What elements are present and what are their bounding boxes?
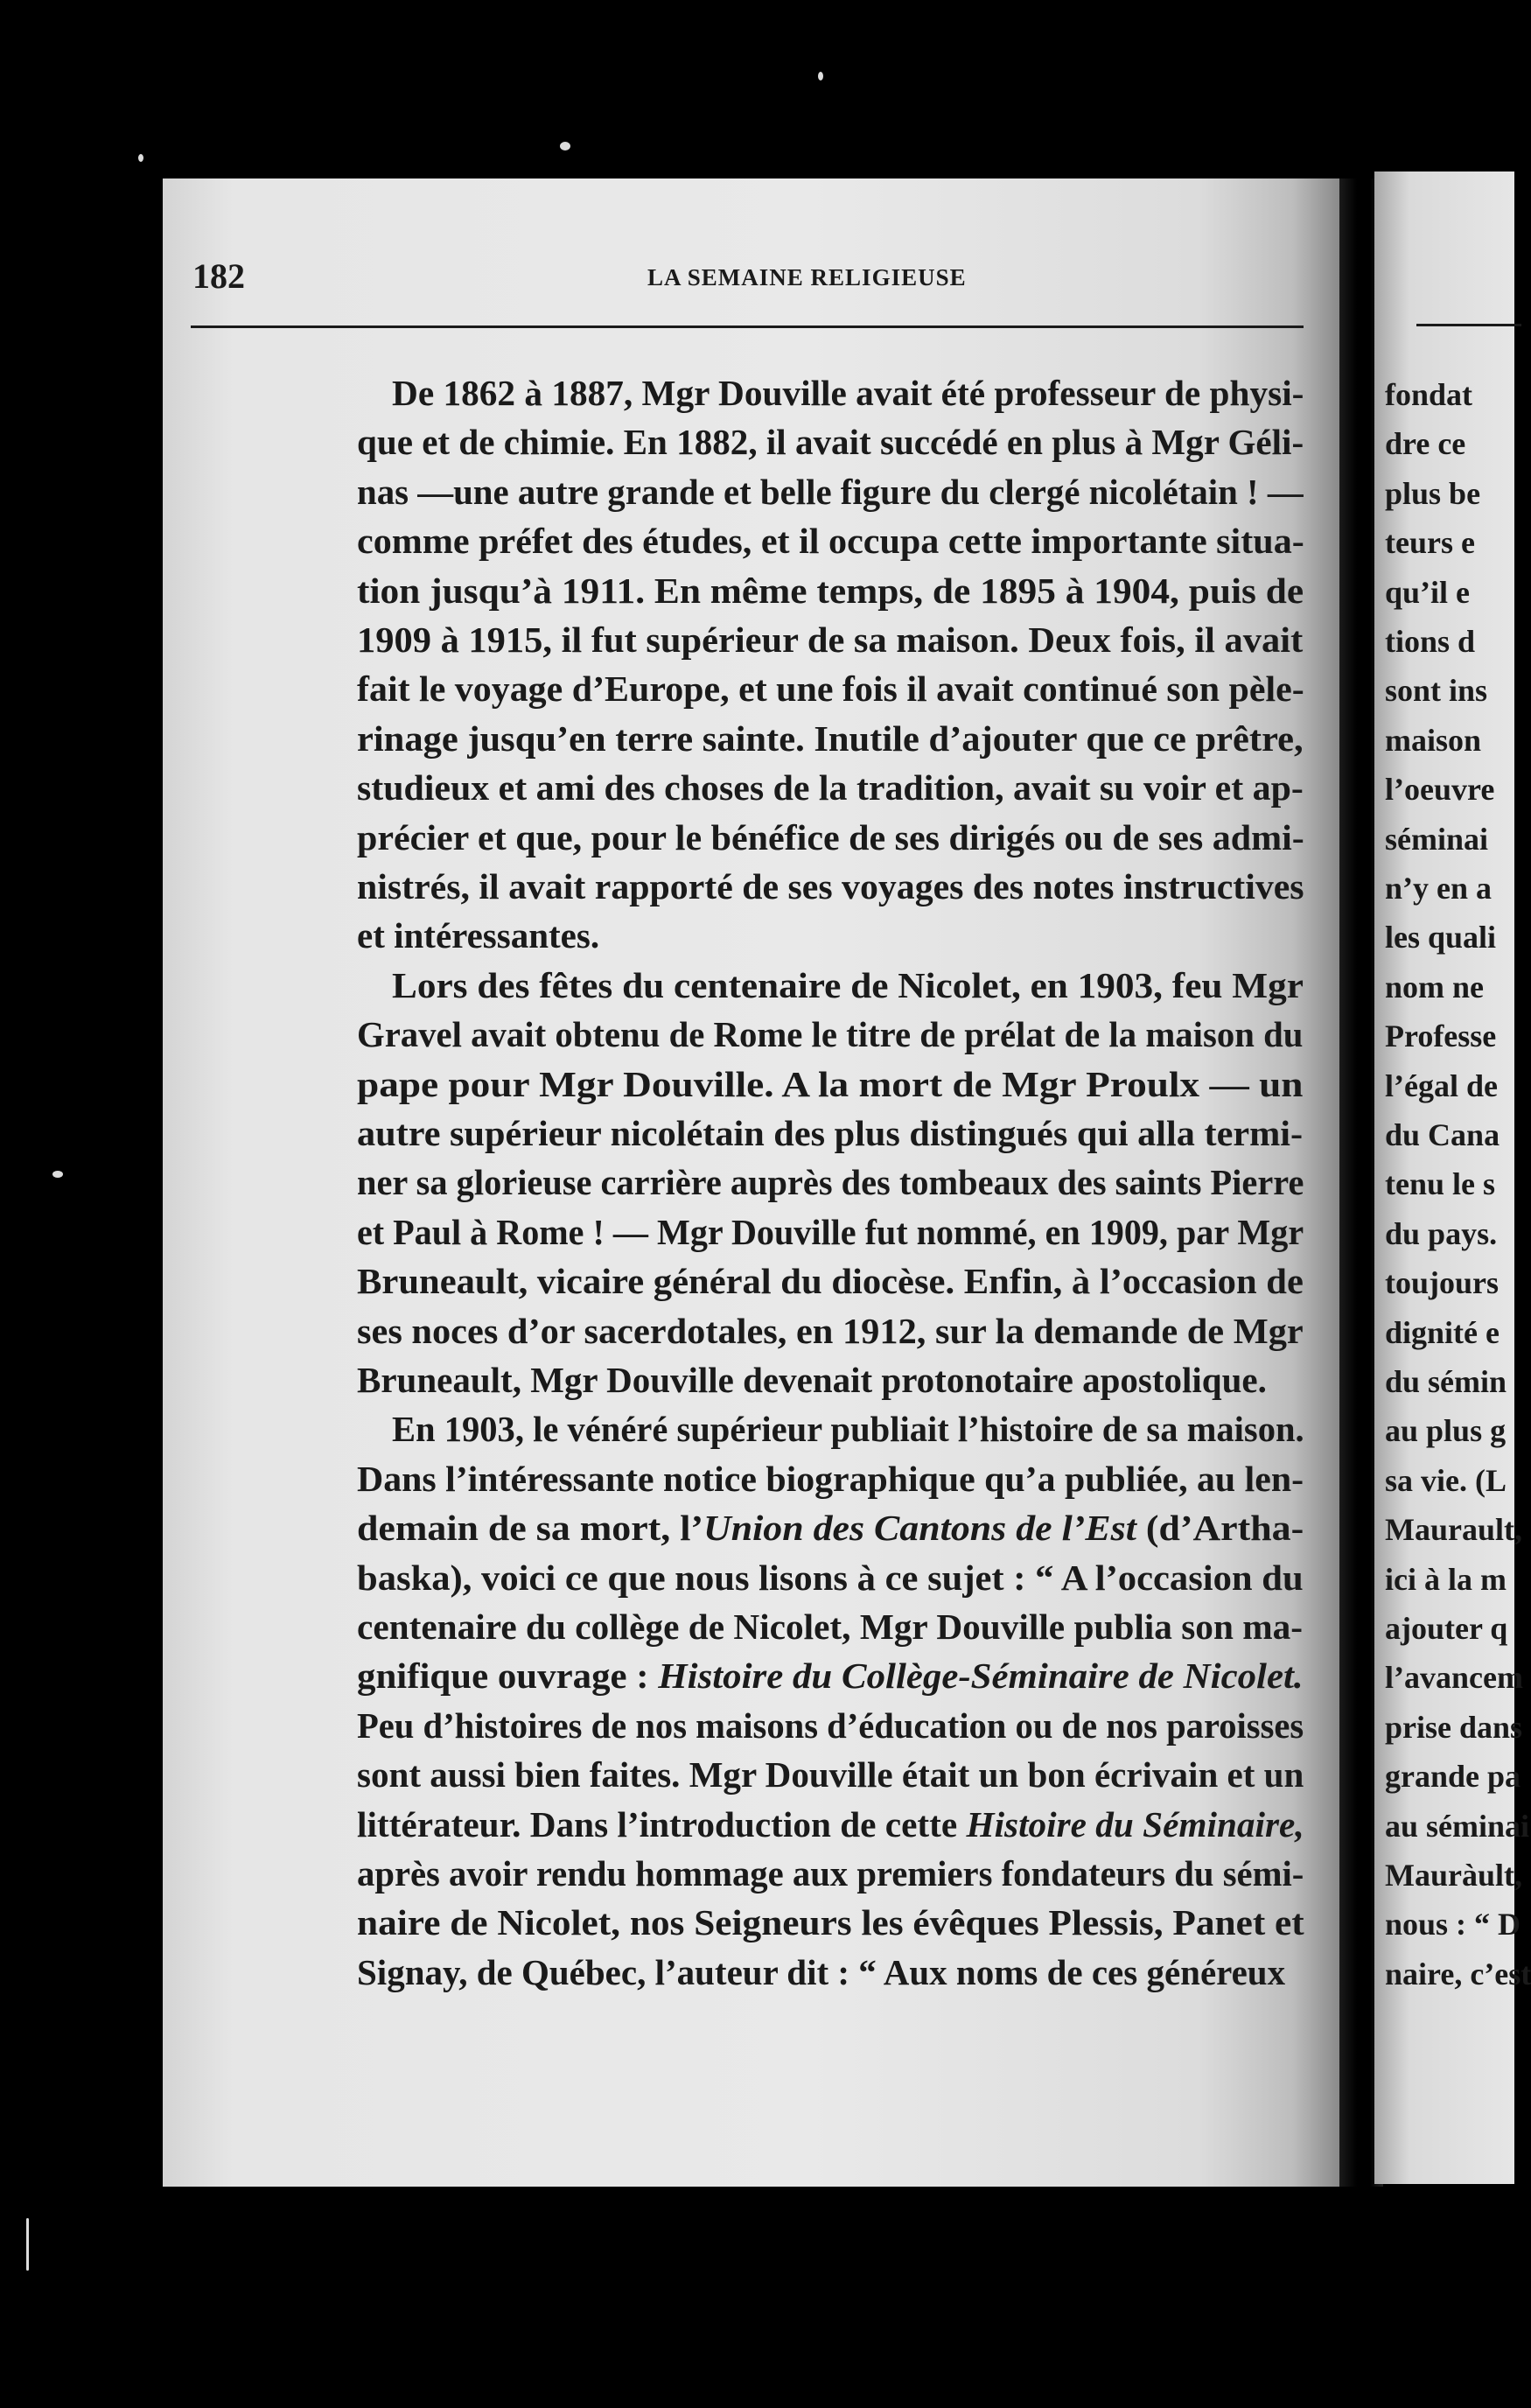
italic-title: Union des Cantons de l’Est xyxy=(703,1508,1136,1549)
right-page-line: nous : “ D xyxy=(1385,1907,1521,1942)
right-page-line: ici à la m xyxy=(1385,1561,1507,1597)
right-page-line: les quali xyxy=(1385,920,1497,956)
right-page-line: dre ce xyxy=(1385,426,1466,462)
text-line: Dans l’intéressante notice biographique qu’a publiée, au len- xyxy=(357,1458,1304,1499)
text-line: ses noces d’or sacerdotales, en 1912, sur la demande de Mgr xyxy=(357,1310,1304,1351)
right-page xyxy=(1374,172,1531,2184)
right-page-line: l’avancem xyxy=(1385,1660,1523,1696)
right-page-line: plus be xyxy=(1385,475,1481,511)
right-page-header-rule xyxy=(1416,324,1521,326)
scan-speck xyxy=(52,1171,63,1178)
right-page-line: au plus g xyxy=(1385,1413,1507,1449)
text-line: fait le voyage d’Europe, et une fois il avait continué son pèle- xyxy=(357,668,1304,710)
right-page-line: du pays. xyxy=(1385,1215,1498,1251)
text-line: et intéressantes. xyxy=(357,915,600,956)
right-page-line: maison xyxy=(1385,722,1482,758)
right-page-line: sa vie. (L xyxy=(1385,1462,1507,1498)
header-rule xyxy=(191,326,1304,328)
right-page-line: ajouter q xyxy=(1385,1611,1508,1646)
right-page-line: l’oeuvre xyxy=(1385,772,1495,808)
text-line xyxy=(357,1803,1304,1845)
right-page-line: du sémin xyxy=(1385,1364,1507,1399)
text-line: tion jusqu’à 1911. En même temps, de 1895 à 1904, puis de xyxy=(357,570,1304,611)
page-header xyxy=(192,256,1304,308)
text-line: précier et que, pour le bénéfice de ses dirigés ou de ses admi- xyxy=(357,816,1304,858)
right-page-line: Mauràult, xyxy=(1385,1858,1522,1893)
text-line: nistrés, il avait rapporté de ses voyages des notes instructives xyxy=(357,866,1304,906)
right-page-line: n’y en a xyxy=(1385,871,1493,906)
text-line: pape pour Mgr Douville. A la mort de Mgr Proulx — un xyxy=(357,1063,1304,1104)
right-page-line: qu’il e xyxy=(1385,574,1471,610)
right-page-line: l’égal de xyxy=(1385,1068,1498,1103)
right-page-line: nom ne xyxy=(1385,969,1485,1004)
right-page-line: toujours xyxy=(1385,1265,1500,1301)
text-line: que et de chimie. En 1882, il avait succédé en plus à Mgr Géli- xyxy=(357,422,1304,463)
text-line: rinage jusqu’en terre sainte. Inutile d’ajouter que ce prêtre, xyxy=(357,718,1304,759)
right-page-line: naire, c’est xyxy=(1385,1956,1531,1992)
running-title: LA SEMAINE RELIGIEUSE xyxy=(647,264,967,290)
right-page-line: tenu le s xyxy=(1385,1166,1495,1202)
text-line: En 1903, le vénéré supérieur publiait l’histoire de sa maison. xyxy=(392,1409,1304,1450)
text-line: De 1862 à 1887, Mgr Douville avait été professeur de physi- xyxy=(392,373,1304,413)
text-line: Signay, de Québec, l’auteur dit : “ Aux noms de ces généreux xyxy=(357,1951,1286,1992)
text-run: littérateur. Dans l’introduction de cette xyxy=(357,1803,967,1844)
right-page-line: sont ins xyxy=(1385,673,1488,709)
text-line: centenaire du collège de Nicolet, Mgr Douville publia son ma- xyxy=(357,1606,1304,1647)
right-page-line: teurs e xyxy=(1385,525,1475,561)
text-line: Bruneault, vicaire général du diocèse. Enfin, à l’occasion de xyxy=(357,1261,1304,1302)
right-page-line: prise dans xyxy=(1385,1709,1523,1745)
text-line: Peu d’histoires de nos maisons d’éducation ou de nos paroisses xyxy=(357,1704,1304,1746)
text-line: comme préfet des études, et il occupa cette importante situa- xyxy=(357,521,1304,562)
text-line: studieux et ami des choses de la tradition, avait su voir et ap- xyxy=(357,767,1304,808)
scan-speck xyxy=(138,154,143,162)
text-line xyxy=(357,1655,1304,1697)
scan-speck xyxy=(818,72,823,80)
text-line: Bruneault, Mgr Douville devenait protonotaire apostolique. xyxy=(357,1360,1267,1400)
text-line: Gravel avait obtenu de Rome le titre de prélat de la maison du xyxy=(357,1014,1304,1055)
text-run: (d’Artha- xyxy=(1136,1508,1304,1549)
scan-speck xyxy=(560,142,570,150)
right-page-line: du Cana xyxy=(1385,1117,1500,1152)
page-number: 182 xyxy=(192,256,245,296)
right-page-line: séminai xyxy=(1385,821,1489,857)
text-line: Lors des fêtes du centenaire de Nicolet, en 1903, feu Mgr xyxy=(392,964,1304,1005)
italic-title: Histoire du Collège-Séminaire de Nicolet. xyxy=(658,1656,1304,1697)
scan-speck xyxy=(26,2218,29,2271)
right-page-line: fondat xyxy=(1385,377,1473,412)
right-page-line: grande pa xyxy=(1385,1759,1521,1795)
right-page-line: Professe xyxy=(1385,1018,1497,1054)
text-line: ner sa glorieuse carrière auprès des tombeaux des saints Pierre xyxy=(357,1162,1304,1203)
right-page-line: dignité e xyxy=(1385,1314,1500,1350)
text-line: sont aussi bien faites. Mgr Douville était un bon écrivain et un xyxy=(357,1754,1304,1796)
text-line: après avoir rendu hommage aux premiers fondateurs du sémi- xyxy=(357,1853,1304,1894)
text-line: naire de Nicolet, nos Seigneurs les évêques Plessis, Panet et xyxy=(357,1902,1304,1943)
text-line: baska), voici ce que nous lisons à ce sujet : “ A l’occasion du xyxy=(357,1557,1304,1598)
text-line: autre supérieur nicolétain des plus distingués qui alla termi- xyxy=(357,1113,1304,1153)
right-page-line: Maurault, xyxy=(1385,1512,1522,1548)
right-page-line: au séminai xyxy=(1385,1808,1530,1844)
text-line: et Paul à Rome ! — Mgr Douville fut nommé, en 1909, par Mgr xyxy=(357,1211,1304,1252)
text-run: demain de sa mort, l’ xyxy=(357,1508,704,1549)
text-run: gnifique ouvrage : xyxy=(357,1656,659,1697)
text-line xyxy=(357,1507,1304,1549)
italic-title: Histoire du Séminaire, xyxy=(966,1803,1304,1844)
text-line: 1909 à 1915, il fut supérieur de sa maison. Deux fois, il avait xyxy=(357,620,1304,660)
text-line: nas —une autre grande et belle figure du clergé nicolétain ! — xyxy=(357,471,1304,512)
right-page-line: tions d xyxy=(1385,624,1476,659)
